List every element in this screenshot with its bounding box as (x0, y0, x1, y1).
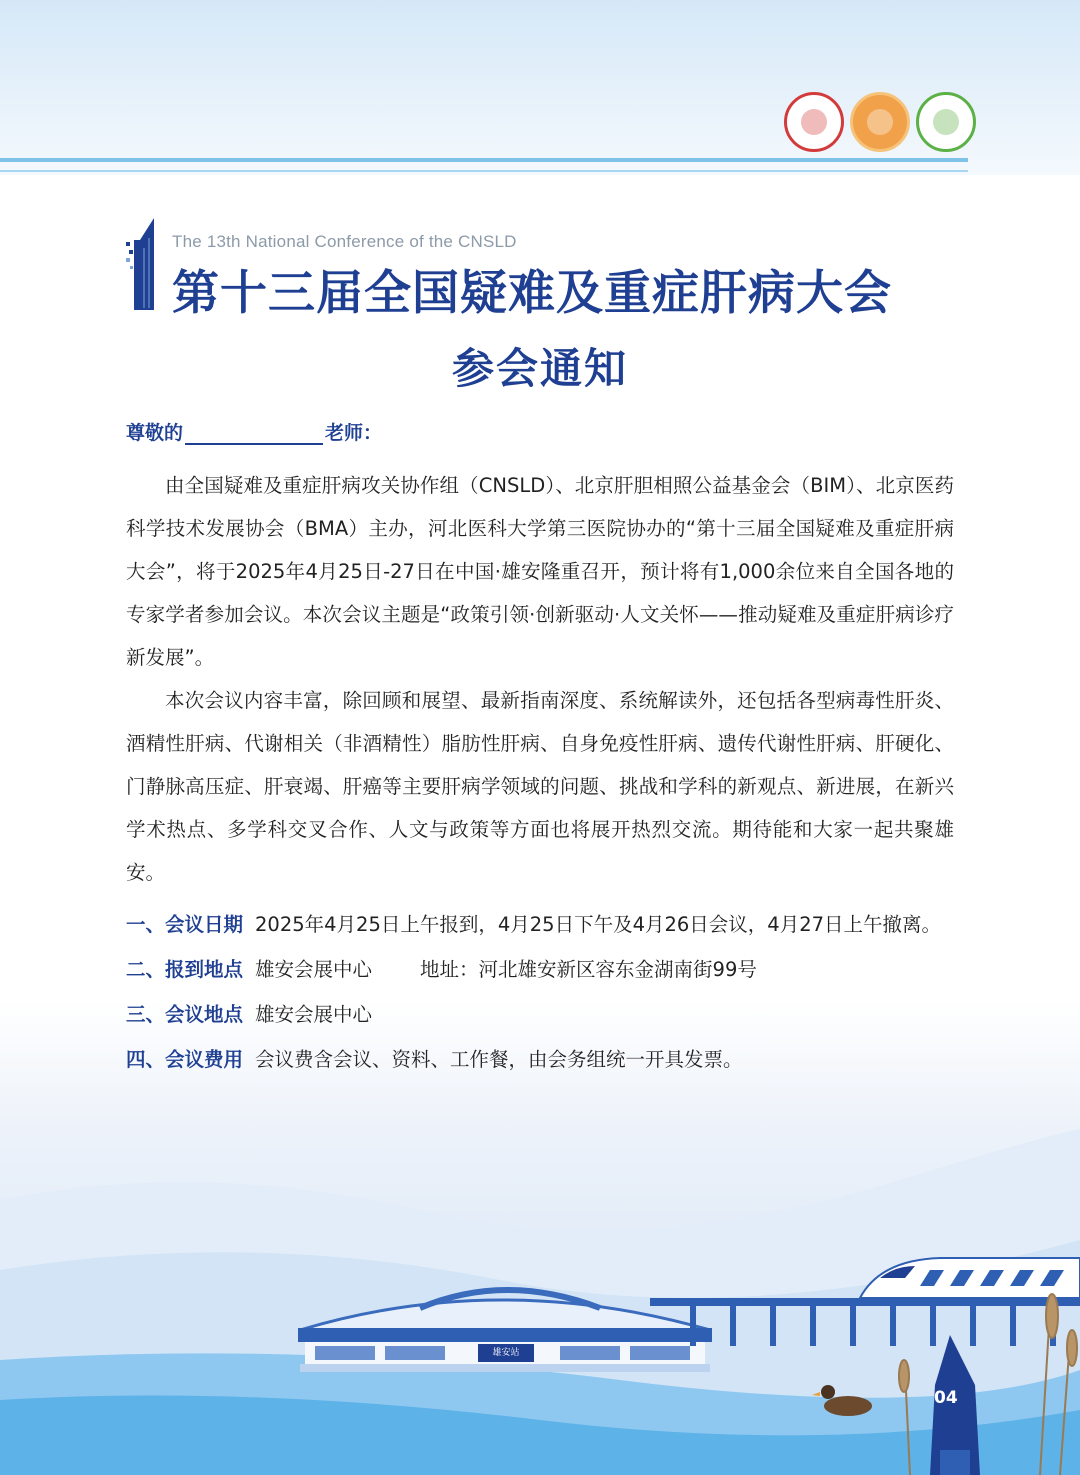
page-subtitle: 参会通知 (451, 344, 628, 393)
salutation (126, 418, 382, 445)
info-label: 四、会议费用 (126, 1048, 244, 1071)
paragraph-intro: 由全国疑难及重症肝病攻关协作组（CNSLD）、北京肝胆相照公益基金会（BIM）、北京医药科学技术发展协会（BMA）主办，河北医科大学第三医院协办的“第十三届全国疑难及重症肝病大会”，将于2025年4月25日-27日在中国·雄安隆重召开，预计将有1,000余位来自全国各地的专家学者参加会议。本次会议主题是“政策引领·创新驱动·人文关怀——推动疑难及重症肝病诊疗新发展”。 (126, 474, 954, 669)
info-item-fee (126, 1037, 966, 1082)
info-value: 会议费含会议、资料、工作餐，由会务组统一开具发票。 (255, 1048, 743, 1071)
english-title: The 13th National Conference of the CNSLD (172, 232, 517, 251)
page-title: 第十三届全国疑难及重症肝病大会 (172, 266, 892, 321)
paragraph-content: 本次会议内容丰富，除回顾和展望、最新指南深度、系统解读外，还包括各型病毒性肝炎、酒精性肝病、代谢相关（非酒精性）脂肪性肝病、自身免疫性肝病、遗传代谢性肝病、肝硬化、门静脉高压症、肝衰竭、肝癌等主要肝病学领域的问题、挑战和学科的新观点、新进展，在新兴学术热点、多学科交叉合作、人文与政策等方面也将展开热烈交流。期待能和大家一起共聚雄安。 (126, 689, 954, 884)
salutation-suffix: 老师： (325, 422, 383, 444)
station-sign: 雄安站 (492, 1348, 520, 1358)
salutation-prefix: 尊敬的 (126, 422, 184, 444)
info-value: 2025年4月25日上午报到，4月25日下午及4月26日会议，4月27日上午撤离。 (255, 913, 942, 936)
info-label: 一、会议日期 (126, 913, 244, 936)
xiongan-station-illustration (0, 1120, 1080, 1475)
info-label: 二、报到地点 (126, 958, 244, 981)
cnsld-logo (784, 92, 844, 152)
tower-icon (126, 218, 156, 310)
bma-logo (916, 92, 976, 152)
info-label: 三、会议地点 (126, 1003, 244, 1026)
header-divider (0, 158, 968, 162)
bim-logo (850, 92, 910, 152)
info-item-checkin (126, 947, 966, 992)
info-list (126, 902, 966, 1082)
info-item-venue (126, 992, 966, 1037)
info-value: 雄安会展中心 (255, 958, 373, 981)
name-blank (185, 423, 323, 445)
header-divider-thin (0, 170, 968, 172)
info-address: 地址：河北雄安新区容东金湖南街99号 (420, 958, 757, 981)
info-value: 雄安会展中心 (255, 1003, 373, 1026)
page-number: 04 (934, 1388, 958, 1408)
body-text (126, 464, 954, 894)
info-item-date (126, 902, 966, 947)
header-band (0, 0, 1080, 175)
